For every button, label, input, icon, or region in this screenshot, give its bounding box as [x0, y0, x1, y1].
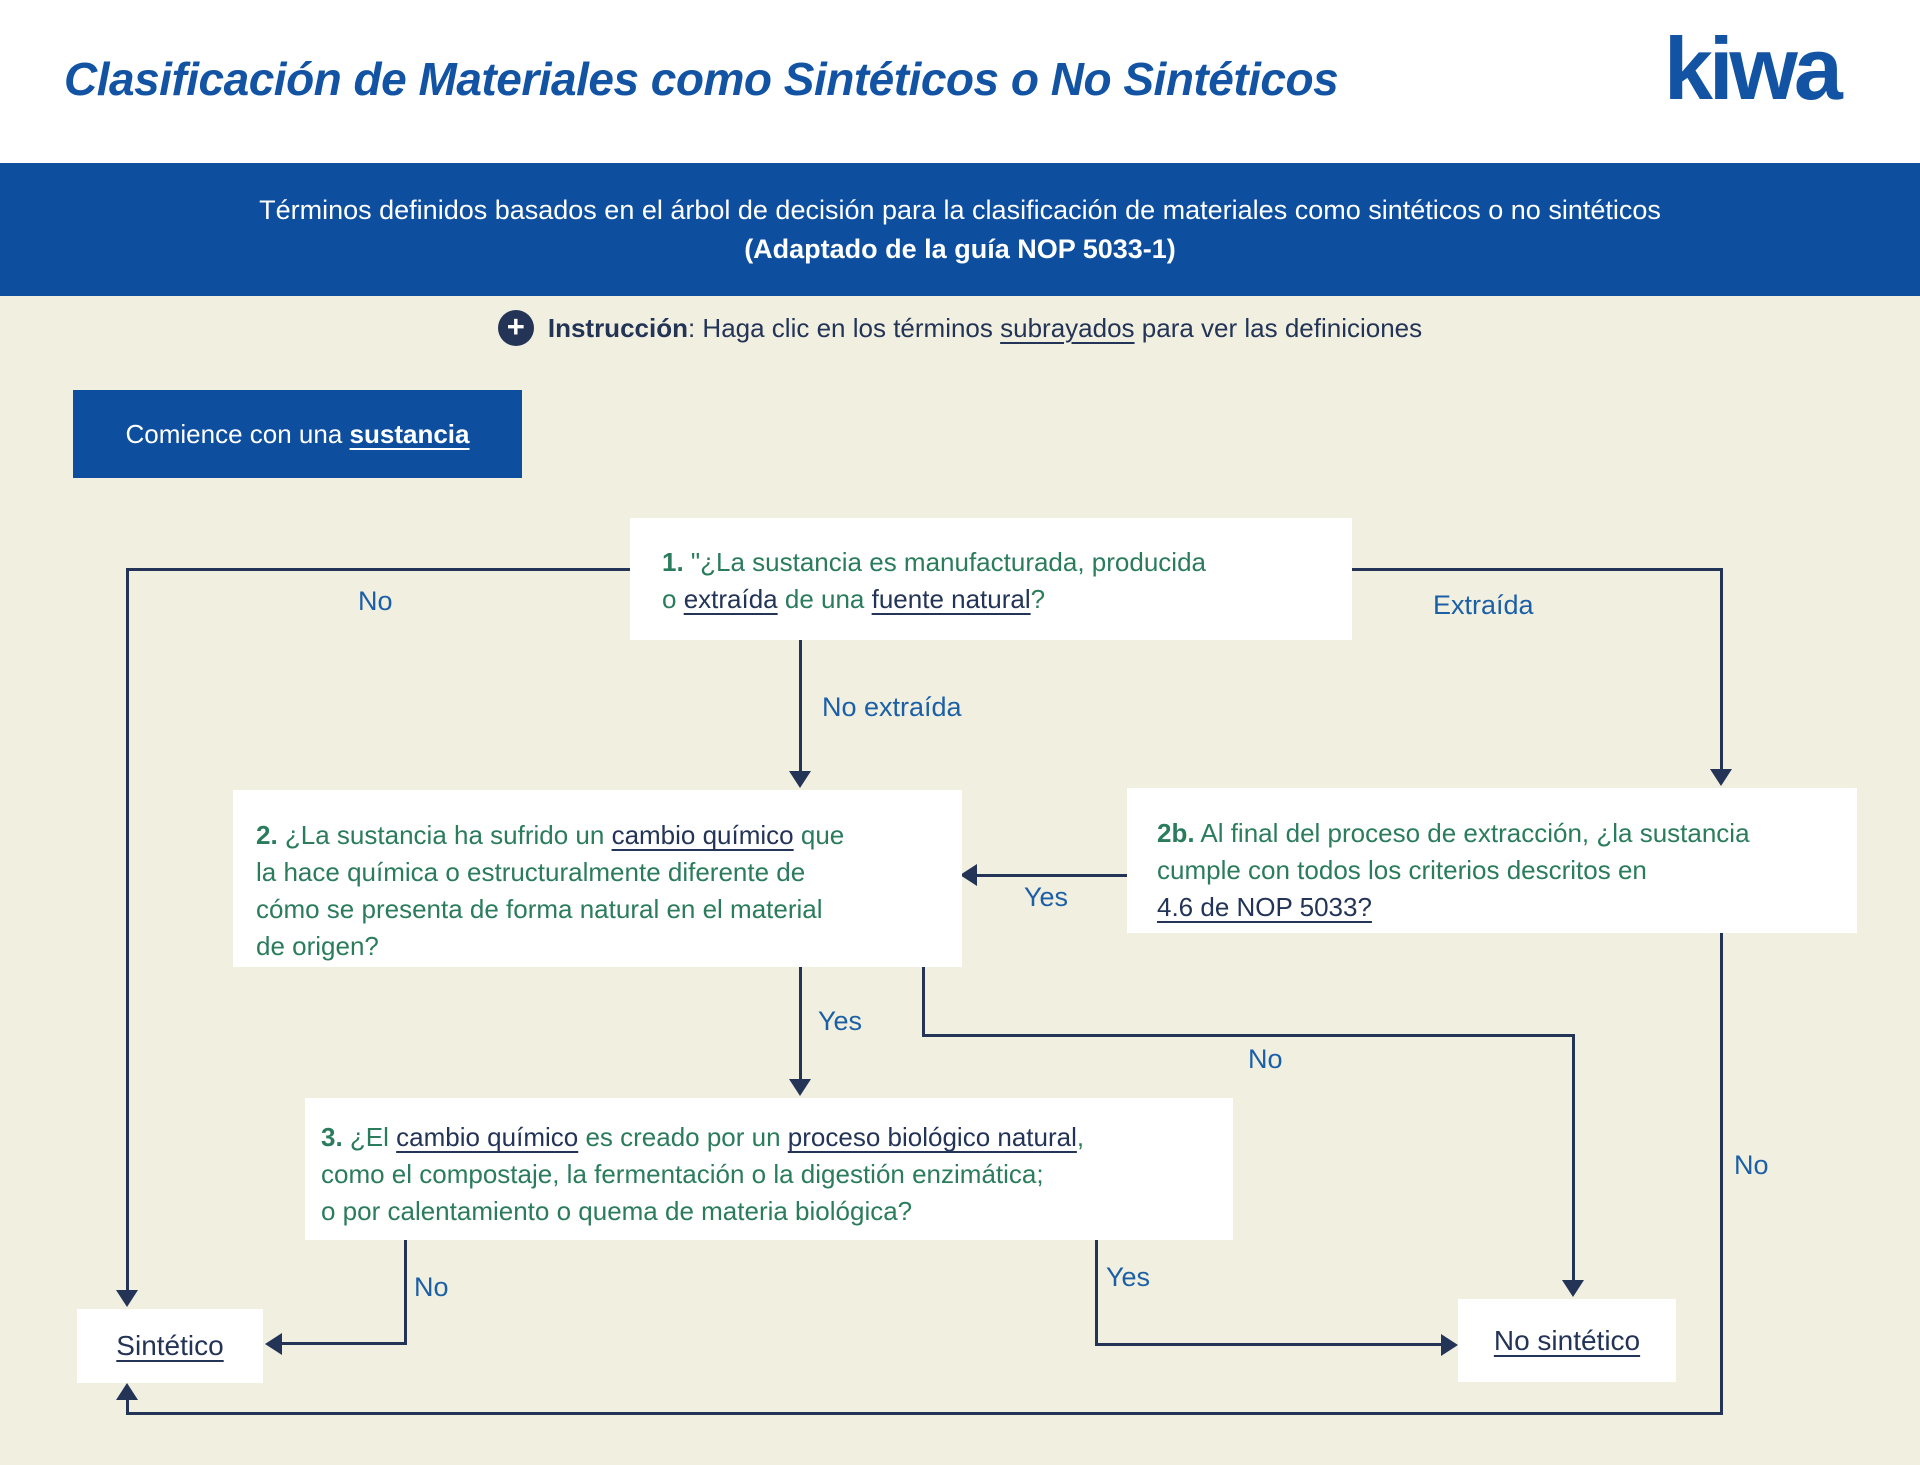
question-1-text: [662, 544, 1328, 618]
edge-label-q2-no: No: [1248, 1044, 1283, 1074]
term-link[interactable]: extraída: [683, 584, 778, 614]
flow-line: [127, 568, 630, 571]
arrowhead-down: [1562, 1280, 1584, 1297]
edge-label-q2b-no: No: [1734, 1150, 1769, 1180]
question-2b-text: [1157, 815, 1839, 926]
start-node-text: [126, 419, 470, 450]
text-segment: o por calentamiento o quema de materia biológica?: [321, 1196, 913, 1226]
text-segment: cumple con todos los criterios descritos en: [1157, 855, 1647, 885]
arrowhead-down: [1710, 769, 1732, 786]
result-sintetico-text: [116, 1330, 223, 1362]
edge-label-q1-no-extraida: No extraída: [822, 692, 962, 722]
term-link[interactable]: Sintético: [116, 1330, 224, 1361]
flow-line: [1720, 568, 1723, 769]
edge-label-q3-yes: Yes: [1106, 1262, 1151, 1292]
instruction-text: [548, 313, 1422, 344]
term-link[interactable]: 4.6 de NOP 5033?: [1157, 892, 1372, 922]
term-link[interactable]: proceso biológico natural: [787, 1122, 1077, 1152]
arrowhead-down: [789, 1079, 811, 1096]
flow-line: [1572, 1034, 1575, 1280]
text-segment: 3.: [321, 1122, 343, 1152]
arrowhead-left: [265, 1333, 282, 1355]
text-segment: : Haga clic en los términos: [687, 312, 1001, 343]
text-segment: que: [793, 820, 845, 850]
text-segment: para ver las definiciones: [1134, 312, 1423, 343]
arrowhead-down: [789, 771, 811, 788]
plus-icon: +: [498, 310, 534, 346]
edge-label-q1-no: No: [358, 586, 393, 616]
flow-line: [977, 874, 1127, 877]
question-2b-node: [1127, 788, 1857, 933]
term-link[interactable]: cambio químico: [396, 1122, 579, 1152]
term-link[interactable]: cambio químico: [611, 820, 794, 850]
flow-line: [126, 1398, 129, 1412]
result-no-sintetico-node: [1458, 1299, 1676, 1382]
result-sintetico-node: [77, 1309, 263, 1383]
flow-line: [1095, 1240, 1098, 1346]
text-segment: de una: [777, 584, 872, 614]
header: [0, 0, 1920, 163]
flow-line: [1095, 1343, 1441, 1346]
text-segment: 1.: [662, 547, 684, 577]
flow-line: [126, 1412, 1723, 1415]
text-segment: es creado por un: [578, 1122, 788, 1152]
page-title: Clasificación de Materiales como Sintéticos o No Sintéticos: [64, 53, 1339, 105]
flow-line: [799, 967, 802, 1079]
text-segment: ¿La sustancia ha sufrido un: [277, 820, 612, 850]
edge-label-q2b-yes: Yes: [1024, 882, 1069, 912]
flow-line: [126, 568, 129, 1290]
arrowhead-left: [960, 864, 977, 886]
start-node: [73, 390, 522, 478]
term-link[interactable]: No sintético: [1493, 1324, 1641, 1356]
text-segment: Instrucción: [547, 312, 688, 343]
text-segment: Al final del proceso de extracción, ¿la sustancia: [1194, 818, 1750, 848]
edge-label-q1-extraida: Extraída: [1433, 590, 1534, 620]
text-segment: de origen?: [256, 931, 379, 961]
text-segment: como el compostaje, la fermentación o la digestión enzimática;: [321, 1159, 1044, 1189]
flow-line: [922, 1034, 1575, 1037]
text-segment: ¿El: [342, 1122, 397, 1152]
flow-line: [404, 1240, 407, 1345]
subtitle-banner: [0, 163, 1920, 296]
arrowhead-right: [1441, 1334, 1458, 1356]
text-segment: cómo se presenta de forma natural en el material: [256, 894, 823, 924]
text-segment: Comience con una: [125, 418, 350, 449]
term-link[interactable]: sustancia: [349, 418, 470, 449]
edge-label-q2-yes: Yes: [818, 1006, 863, 1036]
flow-line: [922, 967, 925, 1037]
text-segment: ?: [1030, 584, 1046, 614]
flow-line: [282, 1342, 407, 1345]
kiwa-logo: kiwa: [1664, 19, 1839, 118]
question-1-node: [630, 518, 1352, 640]
text-segment: o: [662, 584, 684, 614]
term-link[interactable]: fuente natural: [871, 584, 1031, 614]
arrowhead-up: [116, 1383, 138, 1400]
question-3-node: [305, 1098, 1233, 1240]
question-2-node: [233, 790, 962, 967]
arrowhead-down: [116, 1290, 138, 1307]
text-segment: "¿La sustancia es manufacturada, producida: [683, 547, 1206, 577]
banner-line2: (Adaptado de la guía NOP 5033-1): [744, 233, 1176, 264]
text-segment: 2.: [256, 820, 278, 850]
question-2-text: [256, 817, 944, 965]
text-segment: ,: [1076, 1122, 1085, 1152]
result-no-sintetico-text: [1494, 1325, 1640, 1357]
term-link[interactable]: subrayados: [1000, 312, 1135, 343]
edge-label-q3-no: No: [414, 1272, 449, 1302]
flow-line: [799, 640, 802, 771]
instruction-row: [0, 310, 1920, 346]
text-segment: la hace química o estructuralmente diferente de: [256, 857, 806, 887]
question-3-text: [321, 1119, 1221, 1230]
text-segment: 2b.: [1157, 818, 1195, 848]
banner-line1: Términos definidos basados en el árbol de decisión para la clasificación de materiales como sintéticos o no sintéticos: [259, 194, 1661, 225]
flow-line: [1352, 568, 1723, 571]
flow-line: [1720, 933, 1723, 1415]
